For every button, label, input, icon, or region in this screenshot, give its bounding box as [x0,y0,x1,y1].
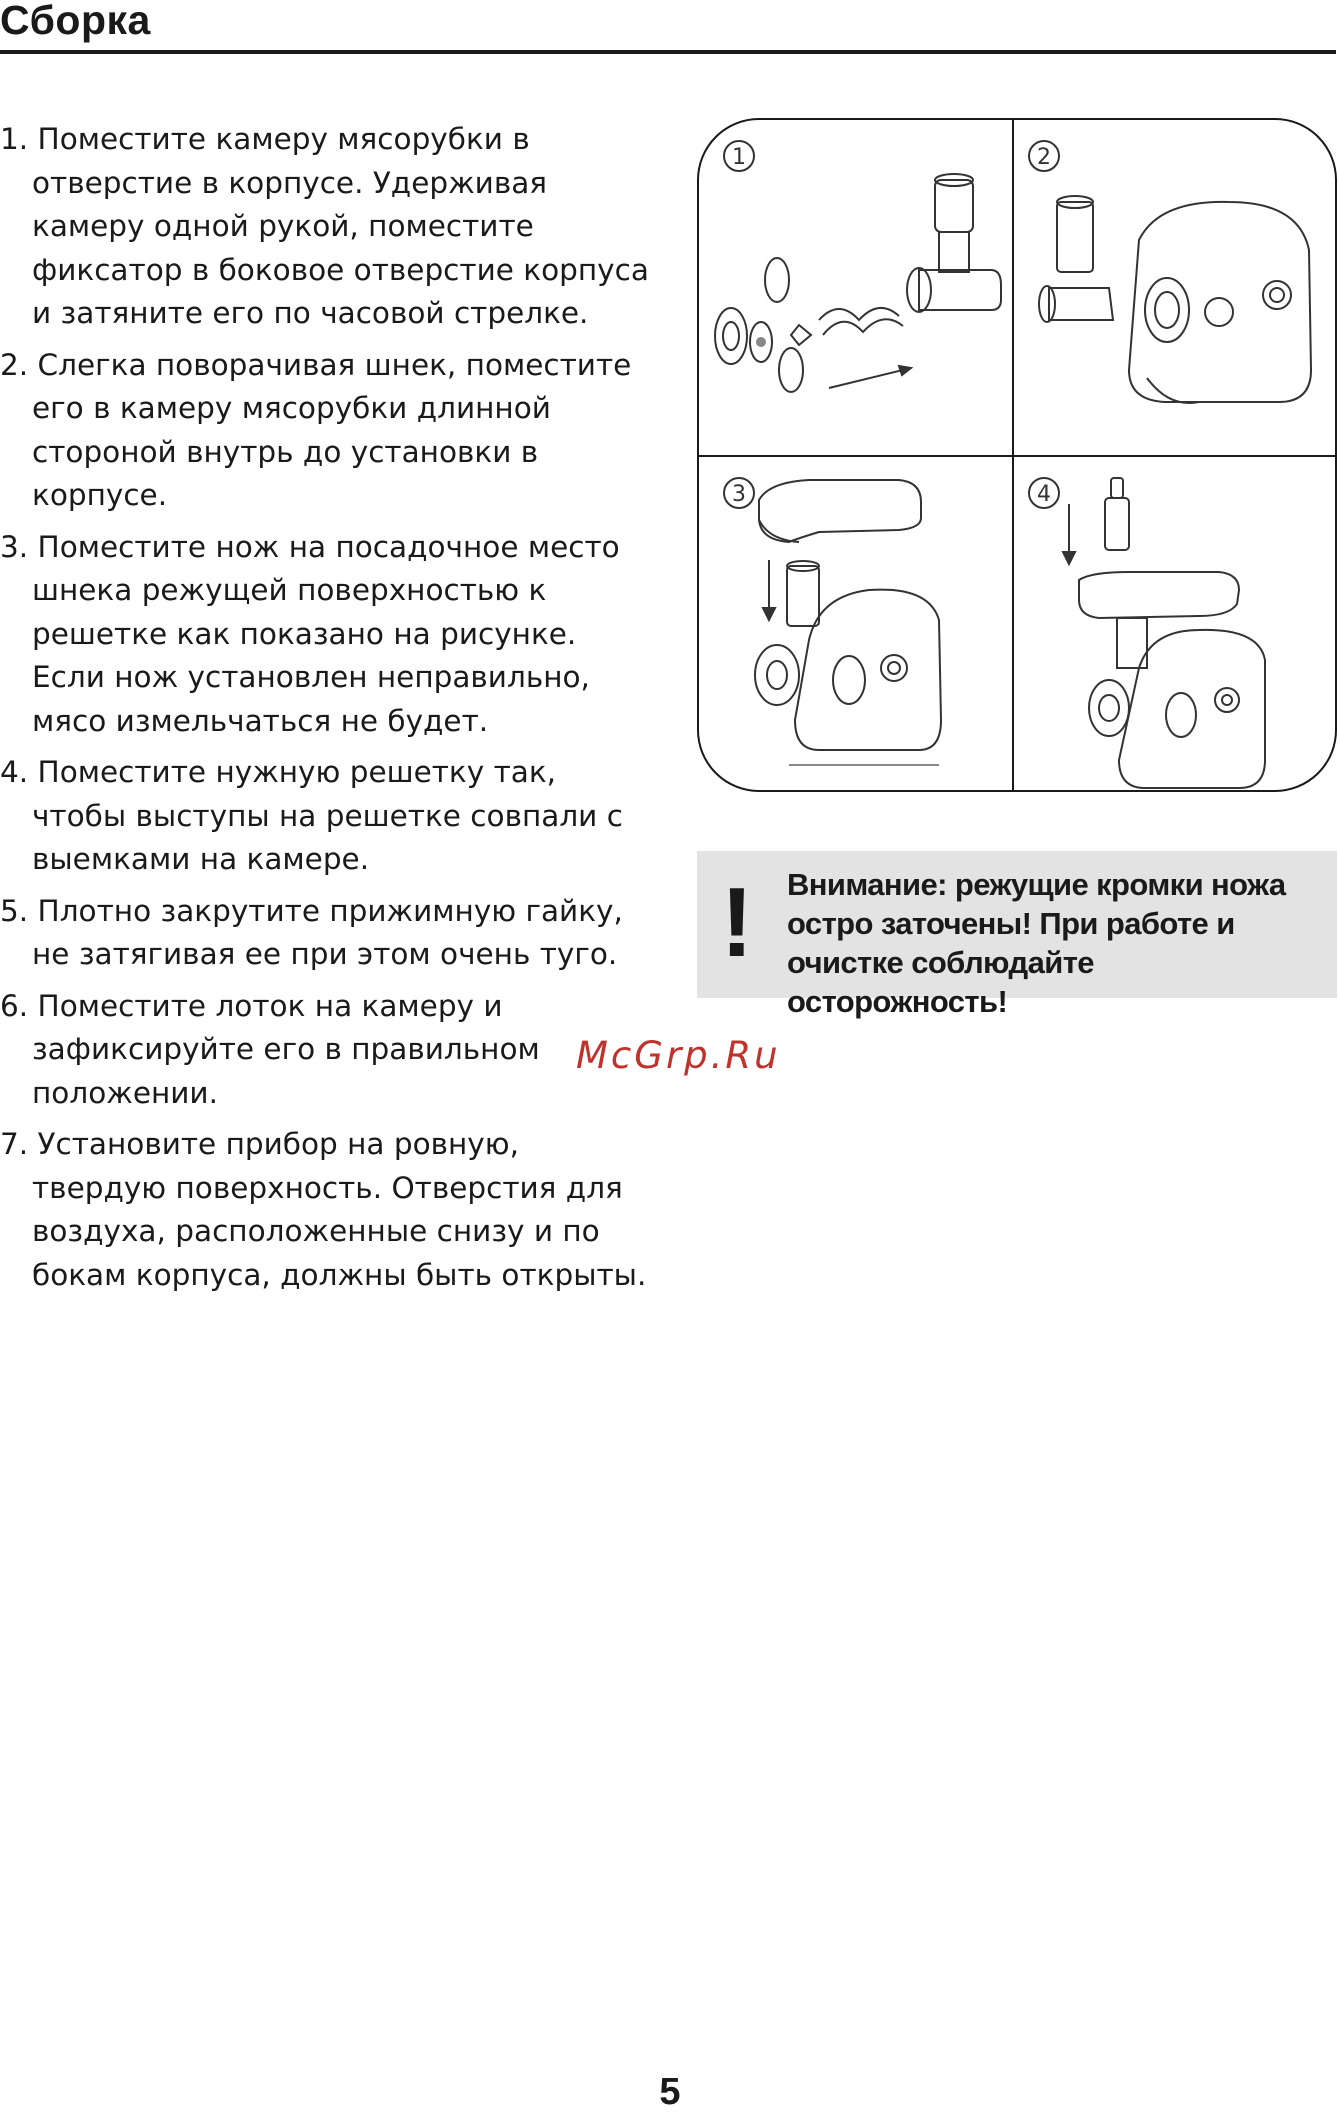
warning-text: Внимание: режущие кромки ножа остро заточены! При работе и очистке соблюдайте осторожность! [787,867,1286,1019]
page-number: 5 [659,2071,681,2113]
assembly-illustration [699,120,1337,792]
panel-3-number [724,478,754,508]
panel-1-number [724,141,754,171]
panel-3-tray-and-body-drawing [755,480,941,765]
svg-text:3: 3 [732,482,746,507]
panel-1-exploded-parts-drawing [715,174,1001,392]
exclamation-icon: ! [720,867,754,977]
svg-text:1: 1 [732,145,746,170]
step-item: 3. Поместите нож на посадочное место шнека режущей поверхностью к решетке как показано на рисунке. Если нож установлен неправильно, мясо измельчаться не будет. [0,529,620,738]
panel-2-chamber-into-body-drawing [1039,196,1311,403]
step-item: 5. Плотно закрутите прижимную гайку, не затягивая ее при этом очень туго. [0,893,623,971]
title-divider [0,50,1336,54]
step-item: 4. Поместите нужную решетку так, чтобы выступы на решетке совпали с выемками на камере. [0,755,623,876]
warning-box [697,851,1337,1019]
assembly-figure [697,118,1337,792]
step-item: 6. Поместите лоток на камеру и зафиксируйте его в правильном положении. [0,988,540,1110]
watermark: McGrp.Ru [576,1034,781,1077]
panel-2-number [1029,141,1059,171]
step-item: 1. Поместите камеру мясорубки в отверстие в корпусе. Удерживая камеру одной рукой, поместите фиксатор в боковое отверстие корпуса и затяните его по часовой стрелке. [0,122,649,330]
panel-4-pusher-and-assembled-drawing [1063,478,1265,788]
step-item: 2. Слегка поворачивая шнек, поместите его в камеру мясорубки длинной стороной внутрь до установки в корпусе. [0,347,632,512]
step-item: 7. Установите прибор на ровную, твердую поверхность. Отверстия для воздуха, расположенные снизу и по бокам корпуса, должны быть открыты. [0,1127,647,1292]
panel-4-number [1029,478,1059,508]
svg-text:4: 4 [1037,482,1051,507]
page-title: Сборка [0,0,151,43]
assembly-steps-list [0,118,650,1305]
svg-text:2: 2 [1037,145,1051,170]
